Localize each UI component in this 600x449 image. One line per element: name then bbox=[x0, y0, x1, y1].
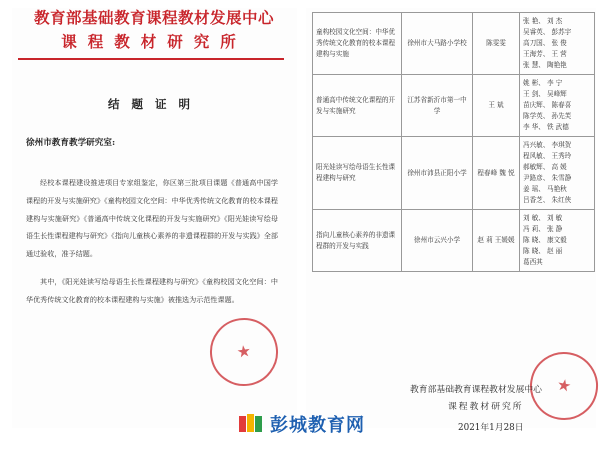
project-title: 普通高中传统文化课程的开发与实施研究 bbox=[313, 75, 402, 137]
member-line: 葛西其 bbox=[523, 258, 543, 266]
member-line: 尹路彦、 朱雪静 bbox=[523, 174, 572, 182]
project-leader: 程春峰 魏 悦 bbox=[473, 137, 520, 210]
member-line: 王 剑、 吴峰辉 bbox=[523, 90, 567, 98]
project-title: 童构校园文化空间：中华优秀传统文化教育的校本课程建构与实施 bbox=[313, 13, 402, 75]
project-members bbox=[520, 137, 595, 210]
table-row bbox=[313, 210, 595, 272]
project-table bbox=[312, 12, 595, 272]
project-school: 江苏省新沂市第一中学 bbox=[402, 75, 473, 137]
member-line: 张 艳、 刘 杰 bbox=[523, 17, 563, 25]
member-line: 吴睿英、 彭苏宇 bbox=[523, 28, 572, 36]
member-line: 吕香芝、 朱红侠 bbox=[523, 196, 572, 204]
member-line: 程风敏、 王秀玲 bbox=[523, 152, 572, 160]
book-logo-icon bbox=[238, 412, 264, 434]
member-line: 苗庆辉、 陈春喜 bbox=[523, 101, 572, 109]
project-title: 阳光娃读写绘母语生长性课程建构与研究 bbox=[313, 137, 402, 210]
project-members bbox=[520, 75, 595, 137]
certificate-recipient: 徐州市教育教学研究室: bbox=[26, 138, 116, 148]
project-leader: 陈雯雯 bbox=[473, 13, 520, 75]
signature-dept: 课程教材研究所 bbox=[448, 402, 524, 412]
member-line: 刘 敏、 刘 敏 bbox=[523, 214, 563, 222]
letterhead-divider bbox=[18, 58, 284, 60]
project-school: 徐州市沛县正阳小学 bbox=[402, 137, 473, 210]
member-line: 高刀国、 张 俊 bbox=[523, 39, 567, 47]
member-line: 陈学英、 孙先芙 bbox=[523, 112, 572, 120]
member-line: 王海芳、 王 营 bbox=[523, 50, 567, 58]
project-school: 徐州市云兴小学 bbox=[402, 210, 473, 272]
member-line: 张 慧、 陶艳艳 bbox=[523, 61, 567, 69]
member-line: 郝敏辉、 高 媛 bbox=[523, 163, 567, 171]
member-line: 姚 彬、 李 宁 bbox=[523, 79, 563, 87]
member-line: 李 华、 铁 武德 bbox=[523, 123, 569, 131]
project-leader: 王 斌 bbox=[473, 75, 520, 137]
member-line: 冯兴敏、 李琪贺 bbox=[523, 141, 572, 149]
signature-org: 教育部基础教育课程教材发展中心 bbox=[410, 385, 542, 395]
project-title: 指向儿童核心素养的非遗课程群的开发与实践 bbox=[313, 210, 402, 272]
site-watermark: 彭城教育网 bbox=[270, 415, 365, 436]
certificate-paragraph-2: 其中，《阳光娃读写绘母语生长性课程建构与研究》《童构校园文化空间：中华优秀传统文化教育的校本课程建构与实施》被推选为示范性课题。 bbox=[26, 277, 278, 304]
member-line: 姜 瑶、 马艳秋 bbox=[523, 185, 567, 193]
member-line: 陈 晓、 赵 丽 bbox=[523, 247, 563, 255]
letterhead-dept-name: 课程教材研究所 bbox=[61, 32, 247, 51]
member-line: 陈 晓、 康文毅 bbox=[523, 236, 567, 244]
table-row bbox=[313, 137, 595, 210]
certificate-title: 结 题 证 明 bbox=[107, 97, 194, 111]
letterhead-org-name: 教育部基础教育课程教材发展中心 bbox=[33, 8, 274, 27]
project-members bbox=[520, 210, 595, 272]
member-line: 冯 莉、 张 静 bbox=[523, 225, 563, 233]
project-leader: 赵 莉 王媛媛 bbox=[473, 210, 520, 272]
table-row bbox=[313, 75, 595, 137]
certificate-paragraph-1: 经校本课程建设推进项目专家组鉴定，你区第三批项目课题《普通高中国学课程的开发与实施研究》《童构校园文化空间：中华优秀传统文化教育的校本课程建构与实施研究》《普通高中传统文化课程的开发与实施研究》《阳光娃读写绘母语生长性课程建构与研究》《指向儿童核心素养的非遗课程群的开发与实践》全部通过验收，准予结题。 bbox=[26, 178, 278, 259]
signature-date: 2021年1月28日 bbox=[458, 423, 524, 433]
project-members bbox=[520, 13, 595, 75]
table-row bbox=[313, 13, 595, 75]
project-school: 徐州市大马路小学校 bbox=[402, 13, 473, 75]
